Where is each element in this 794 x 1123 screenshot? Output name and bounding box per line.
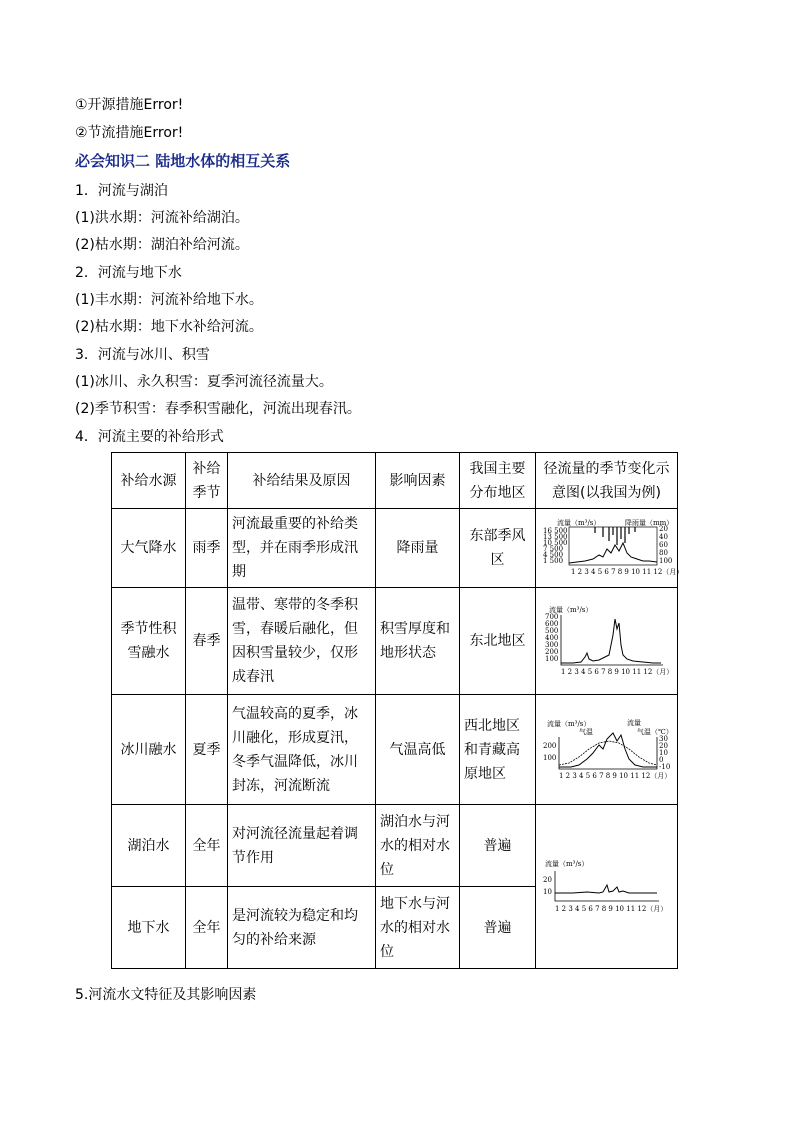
y2-tick: 20 [658,525,668,533]
chart-ylabel: 流量（m³/s） [544,859,588,868]
y2-tick: 0 [658,755,663,764]
season-cell: 全年 [186,887,228,969]
item-3-1: (1)冰川、永久积雪：夏季河流径流量大。 [75,374,333,390]
measure-open: ①开源措施Error! [75,97,184,113]
rain-hydrograph [542,519,683,577]
season-cell: 夏季 [186,695,228,805]
header-cell: 补给水源 [112,453,186,509]
legend-temp: 气温 [578,727,593,736]
item-2-2: (2)枯水期：地下水补给河流。 [75,319,263,335]
table-row [112,695,678,805]
item-2-1: (1)丰水期：河流补给地下水。 [75,292,263,308]
header-cell: 径流量的季节变化示意图(以我国为例) [536,453,678,509]
y-tick: 400 [544,634,558,642]
y-tick: 700 [544,613,558,621]
groundwater-hydrograph [543,859,671,915]
x-ticks: 1 2 3 4 5 6 7 8 9 10 11 12（月） [558,771,671,780]
item-1: 1．河流与湖泊 [75,183,168,199]
y-tick: 600 [544,620,558,628]
rain-flow-line [569,543,657,563]
result-cell: 温带、寒带的冬季积雪，春暖后融化，但因积雪量较少，仅形成春汛 [228,588,376,695]
y-tick: 13 500 [542,533,567,541]
chart-ylabel: 流量（m³/s） [546,719,590,728]
item-2: 2．河流与地下水 [75,265,182,281]
table-row [112,805,678,887]
y2-tick: 60 [658,541,668,549]
y-tick: 20 [542,875,552,884]
factor-cell: 湖泊水与河水的相对水位 [376,805,460,887]
y-tick: 200 [542,741,556,750]
y-tick: 7 500 [542,545,563,553]
season-cell: 全年 [186,805,228,887]
table-header-row [112,453,678,509]
y-tick: 16 500 [542,527,567,535]
y-tick: 100 [542,753,556,762]
rain-bars [595,527,635,545]
item-1-1: (1)洪水期：河流补给湖泊。 [75,210,249,226]
item-3-2: (2)季节积雪：春季积雪融化，河流出现春汛。 [75,401,361,417]
y-tick: 10 500 [542,539,567,547]
y-tick: 10 [542,887,552,896]
chart-ylabel: 流量（m³/s） [556,519,600,527]
item-4: 4．河流主要的补给形式 [75,429,224,445]
source-cell: 地下水 [112,887,186,969]
result-cell: 河流最重要的补给类型，并在雨季形成汛期 [228,509,376,588]
item-3: 3．河流与冰川、积雪 [75,347,210,363]
season-cell: 雨季 [186,509,228,588]
source-cell: 大气降水 [112,509,186,588]
chart-ylabel: 流量（m³/s） [548,606,592,614]
table-row [112,588,678,695]
result-cell: 对河流径流量起着调节作用 [228,805,376,887]
item-1-2: (2)枯水期：湖泊补给河流。 [75,237,249,253]
source-cell: 季节性积雪融水 [112,588,186,695]
rain-hydrograph-cell [536,509,683,588]
region-cell: 东北地区 [460,588,536,695]
y2-tick: 20 [658,741,668,750]
y2-tick: -10 [658,762,670,771]
section-heading: 必会知识二 陆地水体的相互关系 [75,152,291,170]
groundwater-hydrograph-cell [536,805,678,969]
y-tick: 1 500 [542,557,563,565]
y2-tick: 40 [658,533,668,541]
x-ticks: 1 2 3 4 5 6 7 8 9 10 11 12（月） [554,904,667,913]
y-tick: 200 [544,648,558,656]
header-cell: 影响因素 [376,453,460,509]
header-cell: 我国主要分布地区 [460,453,536,509]
region-cell: 东部季风区 [460,509,536,588]
region-cell: 普遍 [460,887,536,969]
y-tick: 500 [544,627,558,635]
y2-tick: 100 [658,557,672,565]
y-tick: 100 [544,655,558,663]
table-row [112,509,678,588]
y2-tick: 80 [658,549,668,557]
header-cell: 补给季节 [186,453,228,509]
header-cell: 补给结果及原因 [228,453,376,509]
y2-tick: 10 [658,748,668,757]
groundwater-flow-line [555,885,657,893]
x-ticks: 1 2 3 4 5 6 7 8 9 10 11 12（月） [570,568,683,576]
source-cell: 湖泊水 [112,805,186,887]
chart-y2label: 降雨量（mm） [624,519,673,527]
result-cell: 气温较高的夏季，冰川融化，形成夏汛，冬季气温降低，冰川封冻，河流断流 [228,695,376,805]
region-cell: 西北地区和青藏高原地区 [460,695,536,805]
snow-flow-line [561,619,661,663]
factor-cell: 地下水与河水的相对水位 [376,887,460,969]
source-cell: 冰川融水 [112,695,186,805]
x-ticks: 1 2 3 4 5 6 7 8 9 10 11 12（月） [560,668,673,676]
glacier-temp-line [559,741,657,765]
glacier-hydrograph-cell [536,695,678,805]
factor-cell: 积雪厚度和地形状态 [376,588,460,695]
season-cell: 春季 [186,588,228,695]
factor-cell: 降雨量 [376,509,460,588]
region-cell: 普遍 [460,805,536,887]
y-tick: 4 500 [542,551,563,559]
y-tick: 300 [544,641,558,649]
footer-heading: 5.河流水文特征及其影响因素 [75,987,257,1003]
y2-tick: 30 [658,734,668,743]
glacier-hydrograph [543,719,671,781]
legend-flow: 流量 [626,718,641,727]
snow-hydrograph-cell [536,588,678,695]
factor-cell: 气温高低 [376,695,460,805]
chart-y2label: 气温（℃） [636,727,673,736]
snow-hydrograph [543,605,671,677]
glacier-flow-line [559,733,657,767]
result-cell: 是河流较为稳定和均匀的补给来源 [228,887,376,969]
supply-table [111,452,683,969]
measure-save: ②节流措施Error! [75,125,184,141]
